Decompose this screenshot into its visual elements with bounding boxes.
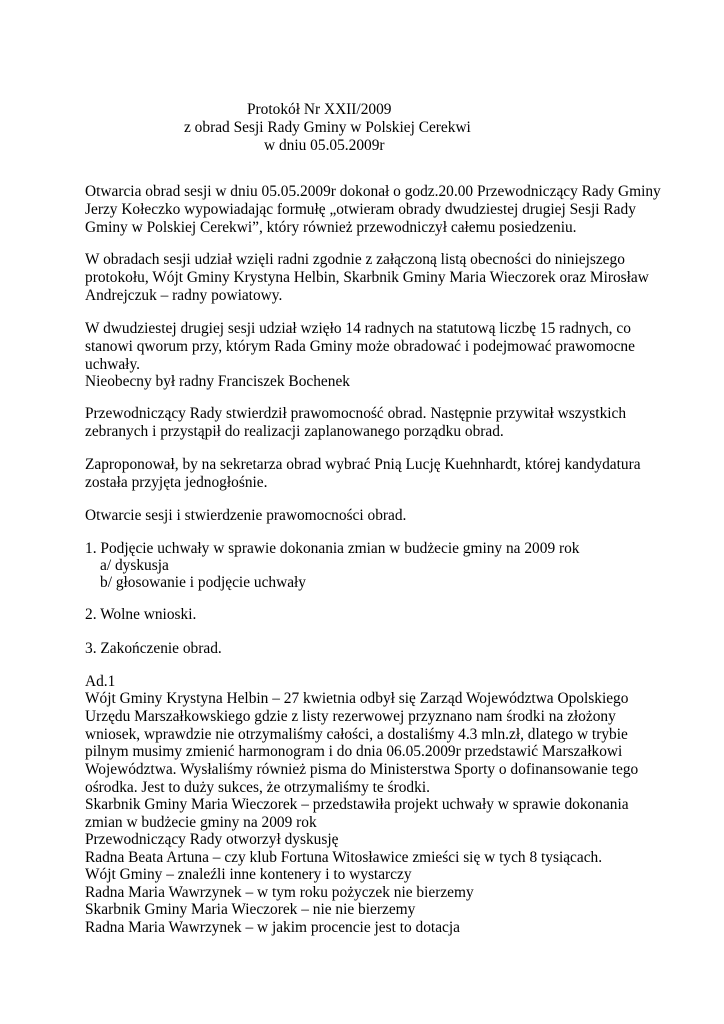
intro-line: Gminy w Polskiej Cerekwi”, który również przewodniczył całemu posiedzeniu. [85, 219, 577, 236]
secretary-line: została przyjęta jednogłośnie. [85, 474, 268, 491]
document-date: w dniu 05.05.2009r [264, 137, 385, 154]
agenda-item-2: 2. Wolne wnioski. [85, 606, 197, 623]
quorum-line: uchwały. [85, 356, 140, 373]
attendance-line: W obradach sesji udział wzięli radni zgodnie z załączoną listą obecności do niniejszego [85, 251, 625, 268]
intro-line: Jerzy Kołeczko wypowiadając formułę „otwieram obrady dwudziestej drugiej Sesji Rady [85, 201, 636, 218]
document-subtitle: z obrad Sesji Rady Gminy w Polskiej Cerekwi [184, 119, 471, 136]
agenda-item-1b: b/ głosowanie i podjęcie uchwały [100, 574, 307, 591]
ad1-line: ośrodka. Jest to duży sukces, że otrzymaliśmy te środki. [85, 779, 430, 796]
ad1-line: Skarbnik Gminy Maria Wieczorek – przedstawiła projekt uchwały w sprawie dokonania [85, 796, 629, 813]
ad1-line: Skarbnik Gminy Maria Wieczorek – nie nie bierzemy [85, 901, 416, 918]
validity-line: Przewodniczący Rady stwierdził prawomocność obrad. Następnie przywitał wszystkich [85, 405, 627, 422]
secretary-line: Zaproponował, by na sekretarza obrad wybrać Pnią Lucję Kuehnhardt, której kandydatura [85, 456, 641, 473]
ad1-heading: Ad.1 [85, 673, 116, 690]
agenda-item-1: 1. Podjęcie uchwały w sprawie dokonania zmian w budżecie gminy na 2009 rok [85, 540, 580, 557]
ad1-line: Przewodniczący Rady otworzył dyskusję [85, 831, 339, 848]
absence-note: Nieobecny był radny Franciszek Bochenek [85, 373, 350, 390]
ad1-line: Urzędu Marszałkowskiego gdzie z listy rezerwowej przyznano nam środki na złożony [85, 708, 616, 725]
attendance-line: protokołu, Wójt Gminy Krystyna Helbin, Skarbnik Gminy Maria Wieczorek oraz Mirosław [85, 269, 649, 286]
attendance-line: Andrejczuk – radny powiatowy. [85, 287, 283, 304]
ad1-line: Wójt Gminy – znaleźli inne kontenery i to wystarczy [85, 866, 412, 883]
ad1-line: Radna Beata Artuna – czy klub Fortuna Witosławice zmieści się w tych 8 tysiącach. [85, 849, 603, 866]
agenda-item-1a: a/ dyskusja [100, 557, 169, 574]
ad1-line: wniosek, wprawdzie nie otrzymaliśmy całości, a dostaliśmy 4.3 mln.zł, dlatego w trybie [85, 726, 628, 743]
document-title: Protokół Nr XXII/2009 [247, 101, 392, 118]
ad1-line: Województwa. Wysłaliśmy również pisma do Ministerstwa Sporty o dofinansowanie tego [85, 761, 639, 778]
ad1-line: Radna Maria Wawrzynek – w tym roku pożyczek nie bierzemy [85, 884, 474, 901]
ad1-line: Wójt Gminy Krystyna Helbin – 27 kwietnia odbył się Zarząd Województwa Opolskiego [85, 690, 629, 707]
ad1-line: pilnym musimy zmienić harmonogram i do dnia 06.05.2009r przedstawić Marszałkowi [85, 743, 623, 760]
intro-line: Otwarcia obrad sesji w dniu 05.05.2009r dokonał o godz.20.00 Przewodniczący Rady Gminy [85, 183, 661, 200]
quorum-line: stanowi qworum przy, którym Rada Gminy może obradować i podejmować prawomocne [85, 338, 635, 355]
opening-line: Otwarcie sesji i stwierdzenie prawomocności obrad. [85, 507, 407, 524]
validity-line: zebranych i przystąpił do realizacji zaplanowanego porządku obrad. [85, 423, 504, 440]
quorum-line: W dwudziestej drugiej sesji udział wzięło 14 radnych na statutową liczbę 15 radnych, co [85, 320, 631, 337]
ad1-line: zmian w budżecie gminy na 2009 rok [85, 814, 317, 831]
agenda-item-3: 3. Zakończenie obrad. [85, 640, 222, 657]
ad1-line: Radna Maria Wawrzynek – w jakim procencie jest to dotacja [85, 919, 460, 936]
